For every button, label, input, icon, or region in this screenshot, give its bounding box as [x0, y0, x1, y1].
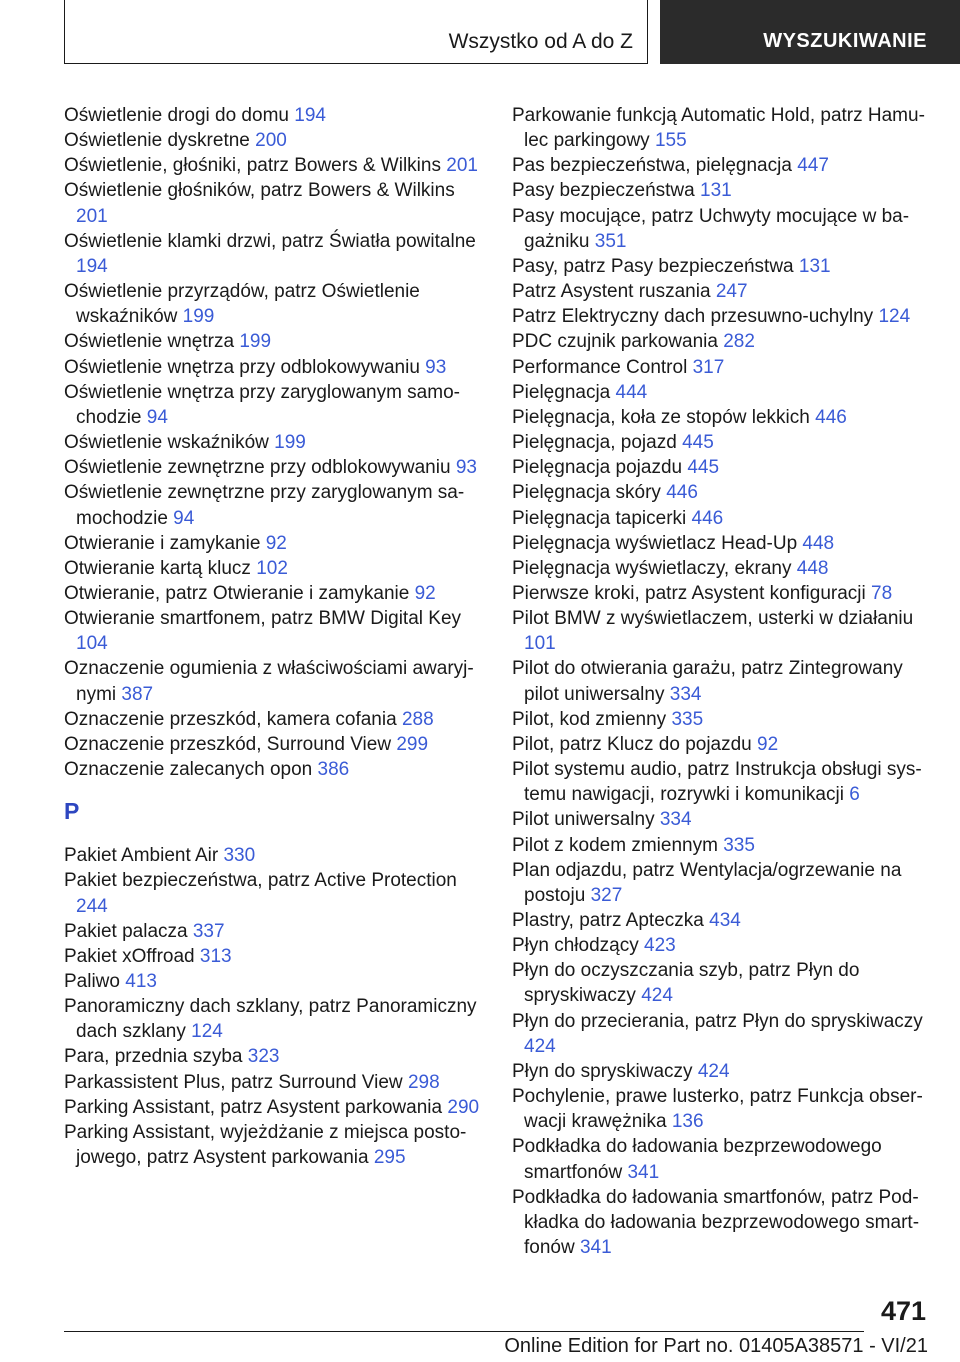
index-entry-page-link[interactable]: 94 [146, 406, 168, 428]
index-entry-page-link[interactable]: 446 [815, 406, 847, 428]
index-column-left [64, 103, 484, 1170]
index-entry [64, 1120, 484, 1170]
index-entry [512, 833, 928, 858]
index-entry-text: Płyn do spryskiwaczy [512, 1060, 693, 1082]
index-entry [64, 868, 484, 918]
search-button[interactable] [660, 0, 960, 64]
index-entry-text: Pielęgnacja wyświetlacz Head-Up [512, 532, 798, 554]
index-entry [64, 128, 484, 153]
index-entry-text: Oświetlenie wnętrza przy odblokowywaniu [64, 356, 420, 378]
index-entry-page-link[interactable]: 446 [691, 507, 724, 529]
index-entry [64, 103, 484, 128]
index-entry-text: Pilot systemu audio, patrz Instrukcja obsługi systemu nawigacji, rozrywki i komunikacji [512, 759, 922, 806]
index-entry-page-link[interactable]: 94 [173, 507, 195, 529]
index-entry-text: Pochylenie, prawe lusterko, patrz Funkcja obserwacji krawężnika [512, 1086, 923, 1133]
index-entry [512, 1009, 928, 1059]
index-entry-text: Pilot z kodem zmiennym [512, 834, 718, 856]
index-entry-text: Parking Assistant, wyjeżdżanie z miejsca postojowego, patrz Asystent parkowania [64, 1121, 467, 1169]
index-entry [512, 103, 928, 153]
index-entry [64, 430, 484, 455]
index-entry-text: Pas bezpieczeństwa, pielęgnacja [512, 155, 792, 177]
index-entry [64, 229, 484, 279]
index-entry-page-link[interactable]: 136 [671, 1111, 704, 1133]
index-entry-text: Pilot, kod zmienny [512, 708, 667, 730]
index-entry-page-link[interactable]: 351 [594, 230, 627, 252]
index-list-p-continued [512, 103, 928, 1260]
index-entry-page-link[interactable]: 341 [579, 1237, 612, 1259]
index-entry-page-link[interactable]: 446 [666, 482, 698, 504]
index-entry-text: Pakiet palacza [64, 920, 188, 942]
index-entry-page-link[interactable]: 200 [255, 130, 287, 152]
index-entry [512, 455, 928, 480]
index-entry-page-link[interactable]: 93 [425, 356, 447, 378]
index-entry-page-link[interactable]: 323 [247, 1046, 280, 1068]
index-entry-page-link[interactable]: 131 [700, 180, 732, 202]
index-entry-page-link[interactable]: 290 [447, 1096, 480, 1118]
index-entry [64, 531, 484, 556]
index-entry-text: Pielęgnacja tapicerki [512, 507, 687, 529]
index-entry [512, 304, 928, 329]
index-entry [64, 944, 484, 969]
index-entry [64, 606, 484, 656]
index-entry-text: Pielęgnacja skóry [512, 482, 661, 504]
header-tab [64, 0, 648, 64]
index-entry-text: Oświetlenie wskaźników [64, 432, 269, 454]
index-entry [512, 380, 928, 405]
index-entry-page-link[interactable]: 102 [256, 557, 288, 579]
index-entry-page-link[interactable]: 337 [192, 920, 225, 942]
footer-divider [64, 1331, 864, 1332]
index-entry-page-link[interactable]: 341 [627, 1161, 660, 1183]
index-entry [512, 807, 928, 832]
index-entry [512, 606, 928, 656]
index-entry-text: Podkładka do ładowania smartfonów, patrz Podkładka do ładowania bezprzewodowego smartfonów [512, 1186, 920, 1259]
section-heading-p: P [64, 798, 80, 825]
index-entry-page-link[interactable]: 194 [76, 255, 108, 277]
index-entry [64, 329, 484, 354]
index-entry [512, 858, 928, 908]
index-entry [64, 480, 484, 530]
index-entry-text: Oznaczenie przeszkód, Surround View [64, 733, 392, 755]
index-entry-page-link[interactable]: 444 [615, 381, 648, 403]
index-list-o [64, 103, 484, 782]
index-entry-text: Panoramiczny dach szklany, patrz Panoramiczny dach szklany [64, 996, 477, 1043]
index-entry-text: Oświetlenie wnętrza [64, 331, 235, 353]
index-entry [64, 1044, 484, 1069]
index-entry-page-link[interactable]: 131 [798, 255, 831, 277]
index-entry [512, 757, 928, 807]
index-entry [64, 153, 484, 178]
index-entry-text: Paliwo [64, 971, 120, 992]
index-entry-text: Patrz Asystent ruszania [512, 281, 711, 303]
index-entry-page-link[interactable]: 93 [455, 457, 477, 479]
index-entry-page-link[interactable]: 413 [125, 971, 157, 992]
index-entry-text: Oświetlenie przyrządów, patrz Oświetlenie wskaźników [64, 281, 420, 328]
footer-edition: Online Edition for Part no. 01405A38571 - VI/21 [504, 1335, 928, 1357]
index-entry [64, 1070, 484, 1095]
index-entry-page-link[interactable]: 447 [797, 155, 829, 177]
index-entry-page-link[interactable]: 330 [223, 845, 256, 867]
index-entry [512, 430, 928, 455]
index-entry [64, 757, 484, 782]
index-entry [64, 969, 484, 994]
page-number: 471 [880, 1296, 926, 1326]
index-entry-page-link[interactable]: 92 [757, 733, 779, 755]
index-entry-text: Parkowanie funkcją Automatic Hold, patrz Hamulec parkingowy [512, 105, 925, 152]
index-entry [512, 556, 928, 581]
index-entry-text: Pielęgnacja, koła ze stopów lekkich [512, 406, 810, 428]
index-entry-page-link[interactable]: 201 [446, 155, 478, 177]
index-entry [64, 279, 484, 329]
index-entry-page-link[interactable]: 104 [76, 633, 108, 655]
index-entry [512, 908, 928, 933]
index-entry-text: Oznaczenie ogumienia z właściwościami awaryjnymi [64, 658, 474, 705]
index-entry-page-link[interactable]: 124 [878, 306, 911, 328]
index-entry-text: Oświetlenie, głośniki, patrz Bowers & Wilkins [64, 155, 441, 177]
index-entry-text: Oznaczenie przeszkód, kamera cofania [64, 708, 397, 730]
index-entry-page-link[interactable]: 424 [524, 1035, 556, 1057]
index-entry-page-link[interactable]: 6 [849, 784, 860, 806]
index-entry-text: Pasy bezpieczeństwa [512, 180, 695, 202]
index-entry-text: Oświetlenie dyskretne [64, 130, 250, 152]
index-entry-text: Płyn do oczyszczania szyb, patrz Płyn do spryskiwaczy [512, 960, 860, 1007]
index-entry-page-link[interactable]: 334 [659, 809, 692, 831]
index-entry [512, 656, 928, 706]
index-entry-page-link[interactable]: 313 [199, 945, 232, 967]
index-entry-text: Plan odjazdu, patrz Wentylacja/ogrzewanie na postoju [512, 859, 902, 906]
index-entry [64, 355, 484, 380]
index-entry [64, 380, 484, 430]
index-entry-page-link[interactable]: 334 [669, 683, 702, 705]
index-entry-text: Pilot, patrz Klucz do pojazdu [512, 733, 752, 755]
index-entry [512, 1059, 928, 1084]
index-entry-text: Parking Assistant, patrz Asystent parkowania [64, 1096, 443, 1118]
index-entry [512, 480, 928, 505]
index-entry-text: Oświetlenie klamki drzwi, patrz Światła powitalne [64, 230, 476, 252]
index-entry [512, 178, 928, 203]
index-entry-text: Oznaczenie zalecanych opon [64, 759, 313, 781]
index-entry [512, 1185, 928, 1260]
index-entry [512, 933, 928, 958]
index-entry-text: Pielęgnacja pojazdu [512, 457, 683, 479]
index-entry [64, 843, 484, 868]
index-entry-text: PDC czujnik parkowania [512, 331, 718, 353]
index-entry-page-link[interactable]: 199 [182, 306, 215, 328]
index-entry [64, 556, 484, 581]
index-entry-text: Otwieranie kartą klucz [64, 557, 251, 579]
index-entry-page-link[interactable]: 247 [715, 281, 748, 303]
index-entry-text: Pasy, patrz Pasy bezpieczeństwa [512, 255, 794, 277]
index-entry-page-link[interactable]: 448 [796, 557, 829, 579]
index-entry-text: Otwieranie i zamykanie [64, 532, 261, 554]
index-entry-page-link[interactable]: 386 [317, 759, 350, 781]
index-entry-page-link[interactable]: 335 [671, 708, 704, 730]
index-entry-text: Pilot BMW z wyświetlaczem, usterki w działaniu [512, 608, 914, 630]
index-entry [512, 405, 928, 430]
index-entry-page-link[interactable]: 424 [641, 985, 673, 1007]
index-entry-text: Pasy mocujące, patrz Uchwyty mocujące w bagażniku [512, 205, 910, 252]
index-entry [512, 329, 928, 354]
index-entry-text: Otwieranie, patrz Otwieranie i zamykanie [64, 582, 410, 604]
index-entry-page-link[interactable]: 78 [871, 582, 893, 604]
index-entry [512, 254, 928, 279]
index-entry-page-link[interactable]: 194 [294, 105, 326, 126]
index-entry-page-link[interactable]: 424 [697, 1060, 730, 1082]
index-entry [64, 178, 484, 228]
index-entry [512, 958, 928, 1008]
index-entry-page-link[interactable]: 445 [687, 457, 720, 479]
index-entry [512, 204, 928, 254]
index-entry-text: Pakiet xOffroad [64, 945, 195, 967]
index-entry-text: Otwieranie smartfonem, patrz BMW Digital Key [64, 608, 462, 630]
index-entry-page-link[interactable]: 199 [239, 331, 272, 353]
index-entry-page-link[interactable]: 295 [373, 1147, 406, 1169]
index-entry-text: Plastry, patrz Apteczka [512, 910, 704, 931]
index-entry-page-link[interactable]: 317 [692, 356, 725, 378]
index-entry-page-link[interactable]: 199 [274, 432, 306, 454]
index-entry-text: Pakiet bezpieczeństwa, patrz Active Protection [64, 870, 457, 892]
index-entry [512, 1134, 928, 1184]
index-entry-page-link[interactable]: 244 [76, 895, 108, 917]
index-entry [64, 656, 484, 706]
index-entry-text: Patrz Elektryczny dach przesuwno-uchylny [512, 306, 874, 328]
index-entry-text: Płyn do przecierania, patrz Płyn do spryskiwaczy [512, 1010, 923, 1032]
index-entry-page-link[interactable]: 434 [709, 910, 741, 931]
index-entry-page-link[interactable]: 124 [191, 1021, 223, 1043]
index-entry-text: Pielęgnacja [512, 381, 611, 403]
index-entry-text: Pilot uniwersalny [512, 809, 655, 831]
index-entry-text: Pakiet Ambient Air [64, 845, 219, 867]
index-entry [512, 279, 928, 304]
index-entry-page-link[interactable]: 298 [407, 1071, 440, 1093]
header-title: Wszystko od A do Z [448, 30, 633, 53]
index-entry [64, 707, 484, 732]
index-list-p [64, 843, 484, 1170]
index-entry-page-link[interactable]: 92 [265, 532, 287, 554]
index-entry-text: Pierwsze kroki, patrz Asystent konfiguracji [512, 582, 866, 604]
index-entry [512, 1084, 928, 1134]
index-entry [64, 581, 484, 606]
index-column-right [512, 103, 928, 1260]
index-entry-page-link[interactable]: 423 [644, 935, 676, 957]
index-entry-page-link[interactable]: 101 [524, 633, 556, 655]
index-entry-text: Oświetlenie wnętrza przy zaryglowanym samochodzie [64, 381, 460, 428]
index-entry [512, 153, 928, 178]
index-entry [512, 506, 928, 531]
index-entry-page-link[interactable]: 92 [414, 582, 436, 604]
index-entry [512, 355, 928, 380]
index-entry-page-link[interactable]: 335 [723, 834, 755, 856]
search-button-label: WYSZUKIWANIE [763, 30, 927, 52]
index-entry-page-link[interactable]: 327 [590, 884, 623, 906]
index-entry-text: Oświetlenie zewnętrzne przy odblokowywaniu [64, 457, 451, 479]
index-entry-text: Oświetlenie głośników, patrz Bowers & Wilkins [64, 180, 455, 202]
index-entry-text: Performance Control [512, 356, 688, 378]
index-entry-page-link[interactable]: 448 [802, 532, 835, 554]
index-entry [64, 455, 484, 480]
index-entry [64, 919, 484, 944]
index-entry-text: Parkassistent Plus, patrz Surround View [64, 1071, 403, 1093]
index-entry-text: Para, przednia szyba [64, 1046, 243, 1068]
index-entry-page-link[interactable]: 282 [723, 331, 755, 353]
index-entry [512, 531, 928, 556]
index-entry [64, 732, 484, 757]
index-entry-page-link[interactable]: 299 [396, 733, 429, 755]
index-entry-page-link[interactable]: 155 [654, 130, 687, 152]
index-entry-text: Pielęgnacja, pojazd [512, 432, 677, 454]
index-entry-text: Oświetlenie zewnętrzne przy zaryglowanym samochodzie [64, 482, 465, 529]
index-entry-page-link[interactable]: 288 [401, 708, 434, 730]
index-entry-text: Pilot do otwierania garażu, patrz Zintegrowany pilot uniwersalny [512, 658, 903, 705]
index-entry [512, 581, 928, 606]
index-entry-text: Pielęgnacja wyświetlaczy, ekrany [512, 557, 792, 579]
index-entry-page-link[interactable]: 201 [76, 205, 108, 227]
index-entry [512, 707, 928, 732]
index-entry [64, 994, 484, 1044]
index-entry-page-link[interactable]: 387 [121, 683, 154, 705]
index-entry-text: Podkładka do ładowania bezprzewodowego smartfonów [512, 1136, 882, 1183]
index-entry-page-link[interactable]: 445 [682, 432, 714, 454]
index-entry [512, 732, 928, 757]
index-entry-text: Oświetlenie drogi do domu [64, 105, 289, 126]
index-entry-text: Płyn chłodzący [512, 935, 639, 957]
index-entry [64, 1095, 484, 1120]
